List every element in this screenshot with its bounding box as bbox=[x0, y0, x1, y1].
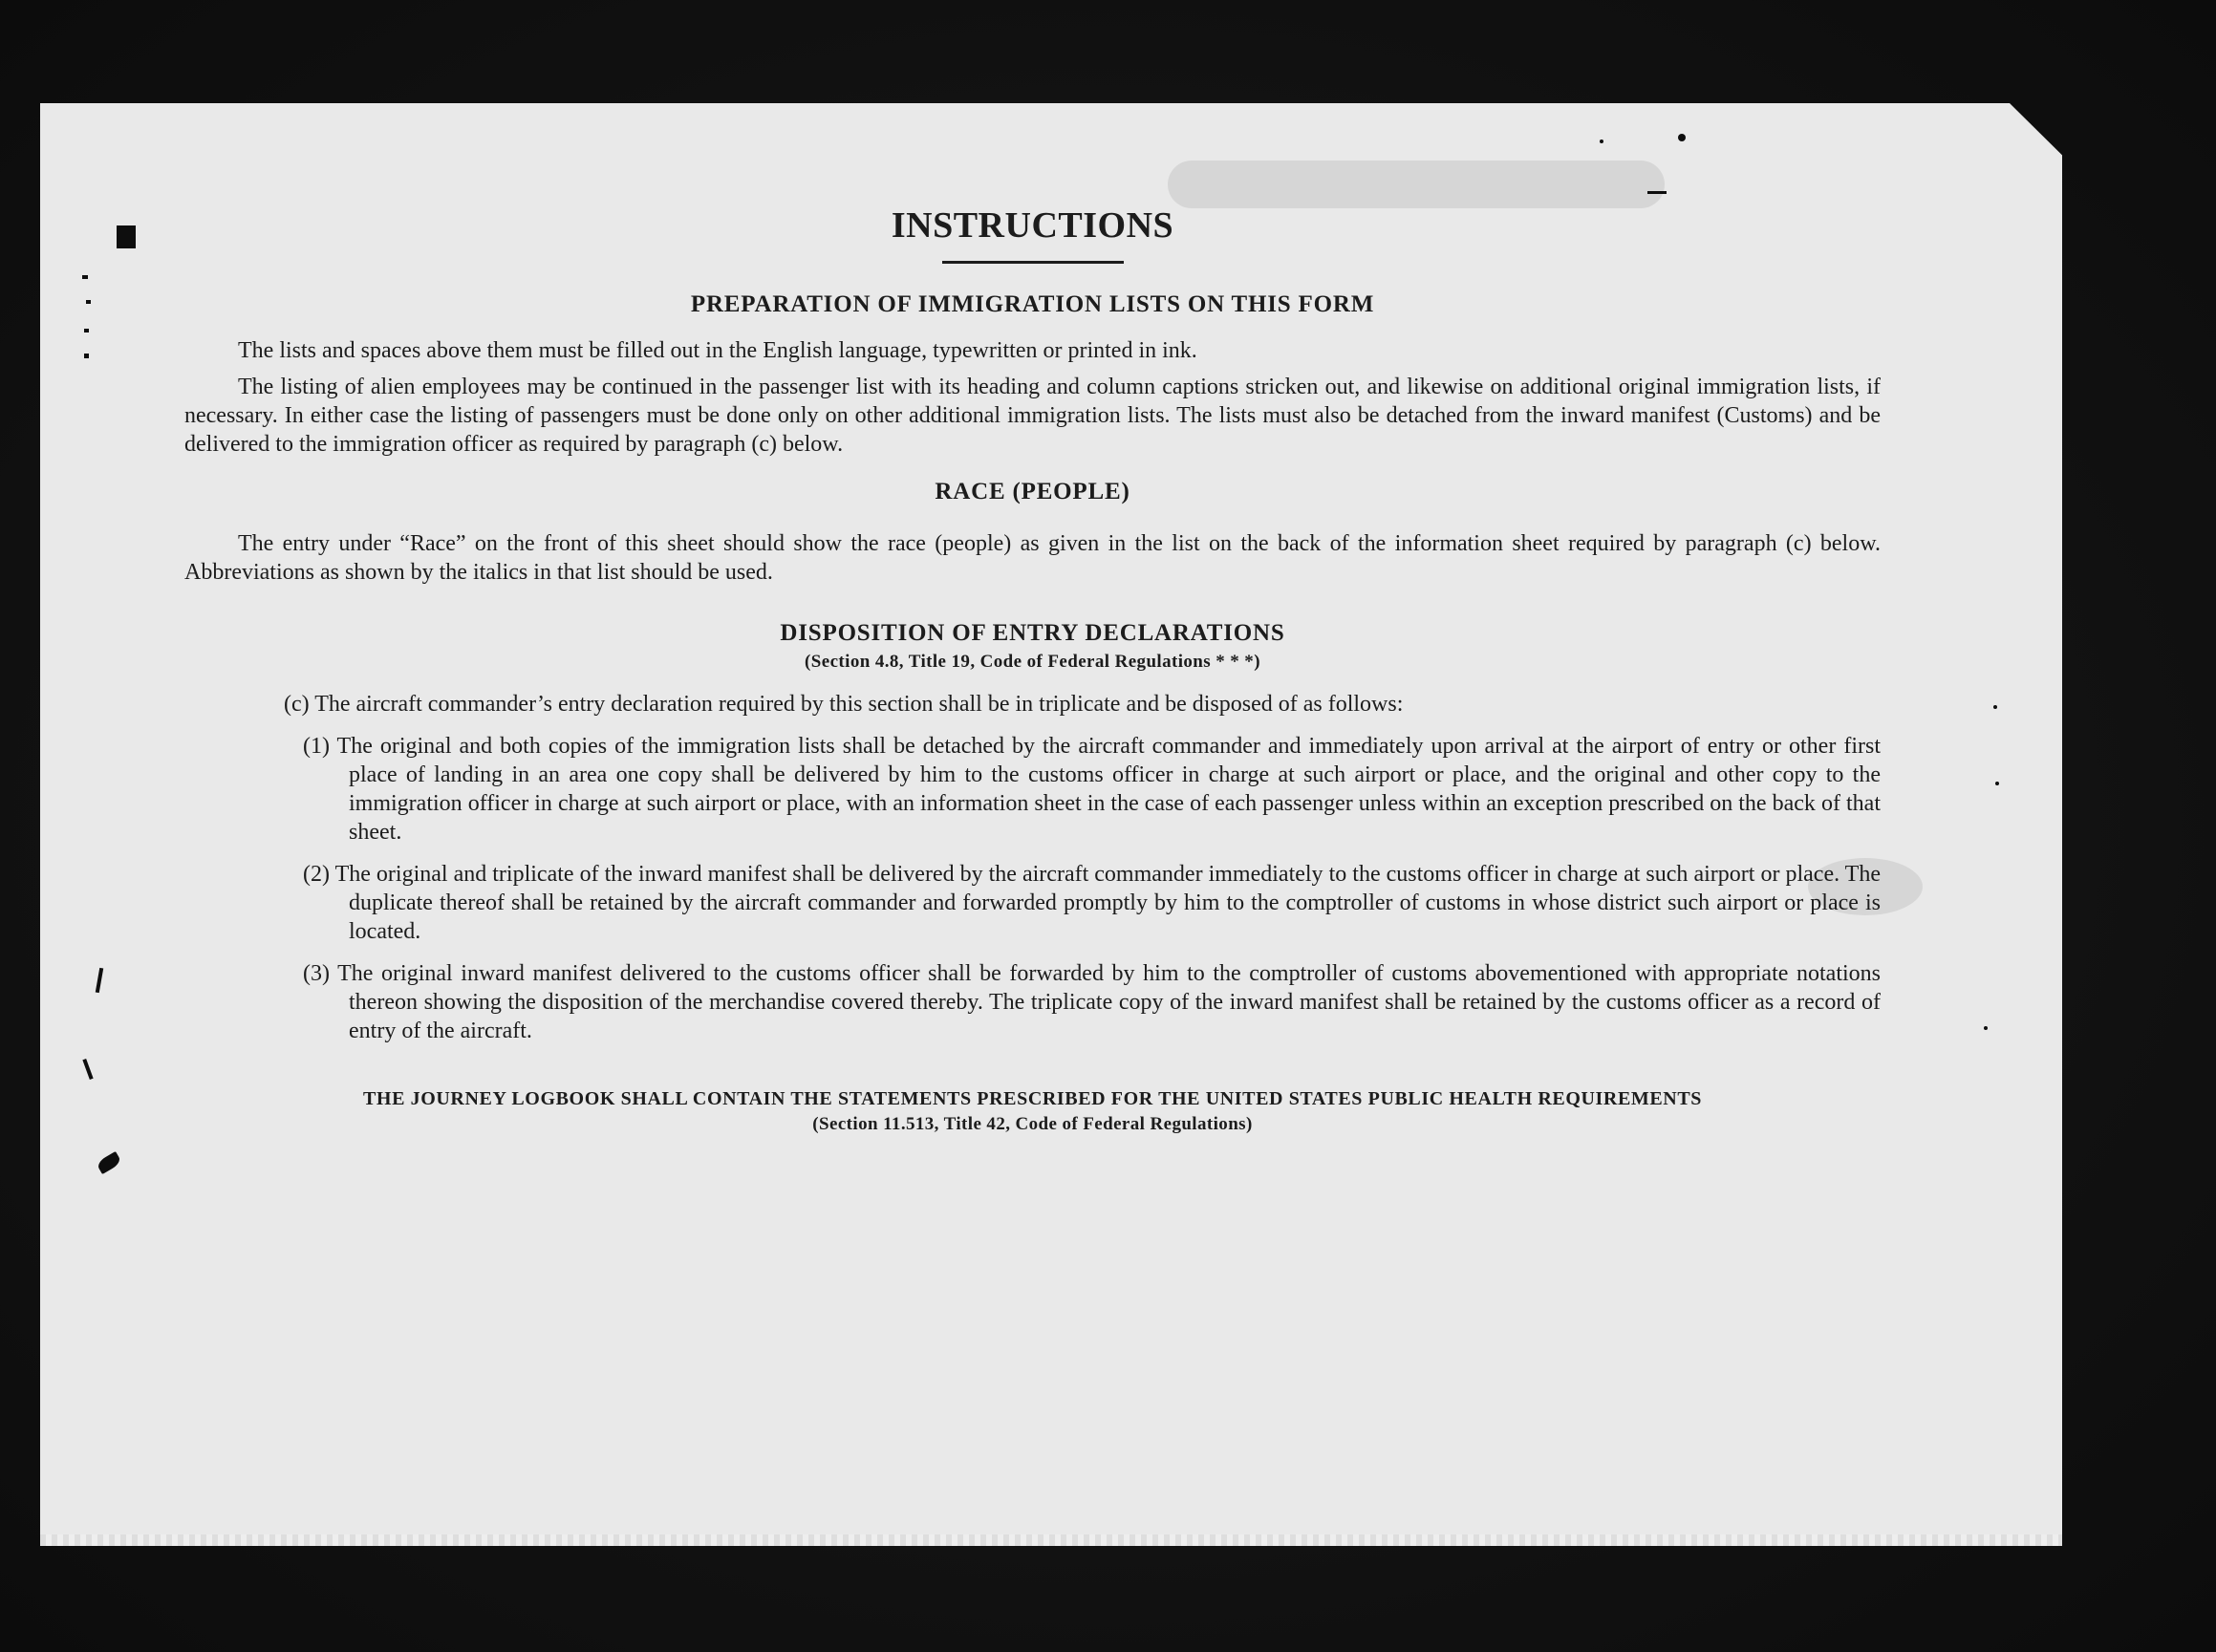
margin-tick bbox=[84, 329, 89, 333]
pencil-mark bbox=[82, 1059, 93, 1080]
instructions-content bbox=[184, 204, 1881, 1137]
section-heading-disposition: DISPOSITION OF ENTRY DECLARATIONS bbox=[780, 620, 1285, 646]
disposition-intro: (c) The aircraft commander’s entry declaration required by this section shall be in triplicate and be disposed of as follows: bbox=[284, 692, 1404, 717]
top-dot bbox=[1678, 134, 1686, 141]
margin-tick bbox=[84, 354, 89, 358]
punch-mark bbox=[117, 225, 136, 248]
list-item: (1) The original and both copies of the immigration lists shall be detached by the aircraft commander and immediately upon arrival at the airport of entry or other first place of landing in an area one copy shall be delivered by him to the customs officer in charge at such airport or place, and the original and other copy to the immigration officer in charge at such airport or place, with an information sheet in the case of each passenger unless within an exception prescribed on the back of that sheet. bbox=[303, 734, 1881, 845]
right-dot bbox=[1984, 1026, 1988, 1030]
section-subheading: (Section 4.8, Title 19, Code of Federal Regulations * * *) bbox=[805, 652, 1260, 672]
section-heading-preparation: PREPARATION OF IMMIGRATION LISTS ON THIS FORM bbox=[690, 291, 1375, 317]
paragraph: The lists and spaces above them must be filled out in the English language, typewritten or printed in ink. bbox=[238, 338, 1197, 363]
margin-tick bbox=[82, 275, 88, 279]
section-heading-race: RACE (PEOPLE) bbox=[935, 479, 1130, 504]
margin-tick bbox=[86, 300, 91, 304]
paragraph: The listing of alien employees may be continued in the passenger list with its heading and column captions stricken out, and likewise on additional original immigration lists, if necessary. In either case the listing of passengers must be done only on other additional immigration lists. The lists must also be detached from the inward manifest (Customs) and be delivered to the immigration officer as required by paragraph (c) below. bbox=[184, 375, 1881, 457]
pencil-mark bbox=[96, 968, 103, 993]
title-underline bbox=[942, 261, 1124, 264]
list-item: (2) The original and triplicate of the inward manifest shall be delivered by the aircraft commander immediately to the customs officer in charge at such airport or place. The duplicate thereof shall be retained by the aircraft commander and forwarded promptly by him to the comptroller of customs in whose district such airport or place is located. bbox=[303, 862, 1881, 944]
paragraph: The entry under “Race” on the front of this sheet should show the race (people) as given in the list on the back of the information sheet required by paragraph (c) below. Abbreviations as shown by the italics in that list should be used. bbox=[184, 531, 1881, 585]
page-title: INSTRUCTIONS bbox=[891, 205, 1174, 246]
list-item: (3) The original inward manifest delivered to the customs officer shall be forwarded by him to the comptroller of customs abovementioned with appropriate notations thereon showing the disposition of the merchandise covered thereby. The triplicate copy of the inward manifest shall be retained by the customs officer as a record of entry of the aircraft. bbox=[303, 961, 1881, 1043]
footer-subheading: (Section 11.513, Title 42, Code of Federal Regulations) bbox=[812, 1114, 1253, 1134]
bleed-through-smudge bbox=[1168, 161, 1665, 208]
top-dot bbox=[1600, 139, 1603, 143]
right-dot bbox=[1993, 705, 1997, 709]
right-dot bbox=[1995, 782, 1999, 785]
footer-heading: THE JOURNEY LOGBOOK SHALL CONTAIN THE STATEMENTS PRESCRIBED FOR THE UNITED STATES PUBLIC HEALTH REQUIREMENTS bbox=[362, 1088, 1703, 1109]
ink-check-mark bbox=[96, 1151, 122, 1174]
